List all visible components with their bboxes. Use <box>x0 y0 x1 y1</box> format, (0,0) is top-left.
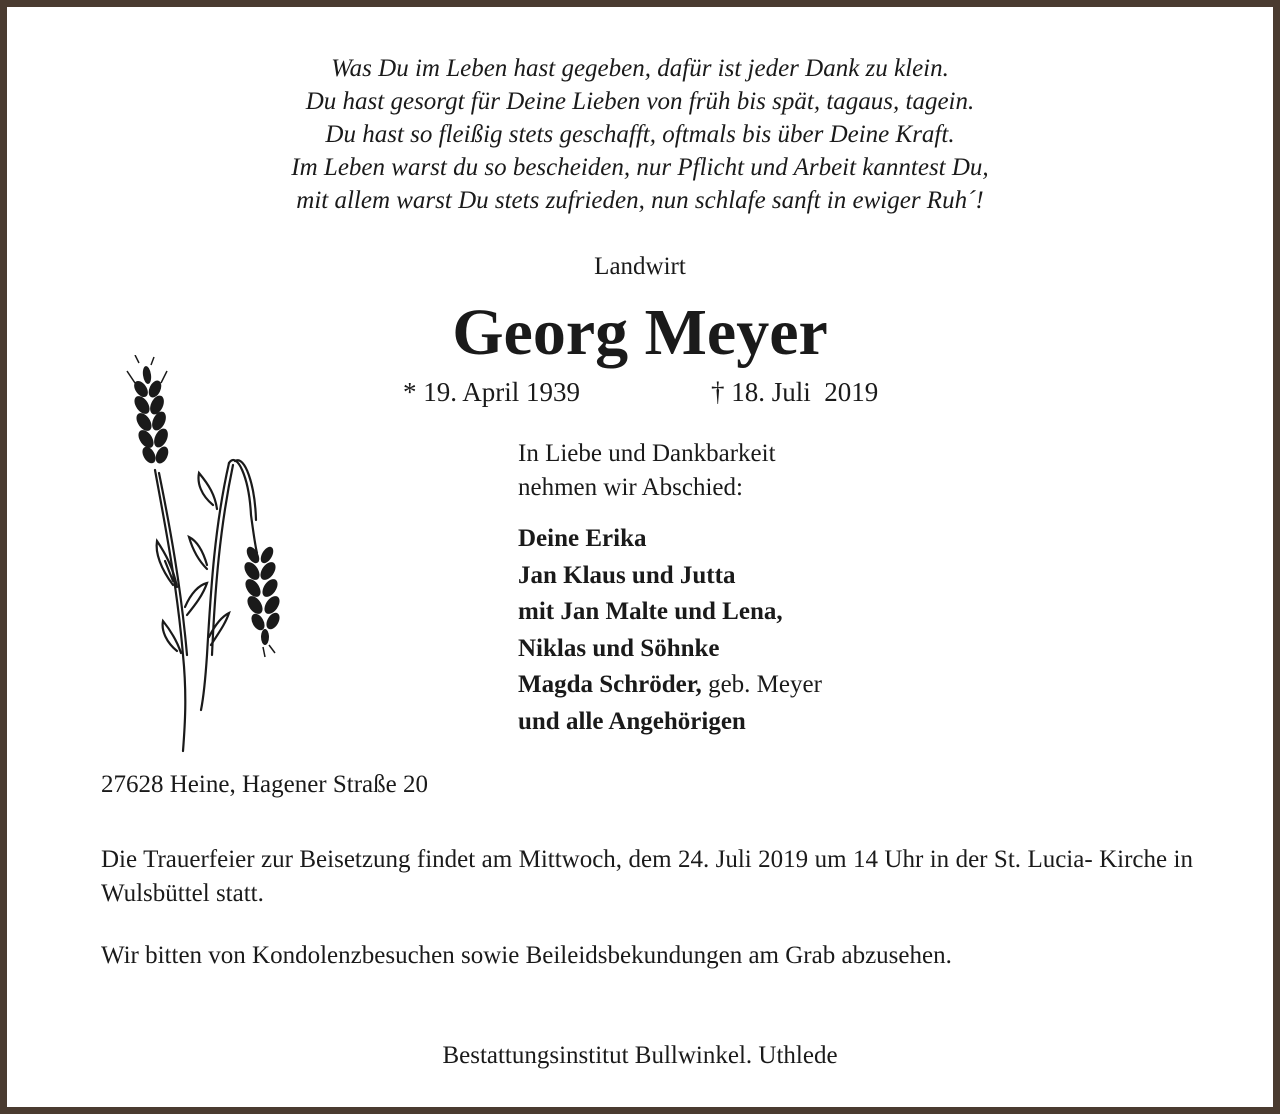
poem-line: Du hast so fleißig stets geschafft, oftmals bis über Deine Kraft. <box>325 121 955 148</box>
farewell-line: nehmen wir Abschied: <box>518 474 743 501</box>
birth-date: * 19. April 1939 <box>403 377 581 407</box>
mourner-name: Magda Schröder, <box>518 671 702 698</box>
mourner-line: und alle Angehörigen <box>518 707 746 735</box>
poem-line: Du hast gesorgt für Deine Lieben von früh bis spät, tagaus, tagein. <box>305 88 975 115</box>
funeral-service-info: Die Trauerfeier zur Beisetzung findet am Mittwoch, dem 24. Juli 2019 um 14 Uhr in der St. Lucia- Kirche in Wulsbüttel statt. <box>101 846 1193 907</box>
condolence-request: Wir bitten von Kondolenzbesuchen sowie Beileidsbekundungen am Grab abzusehen. <box>101 942 952 969</box>
poem-line: mit allem warst Du stets zufrieden, nun schlafe sanft in ewiger Ruh´! <box>296 187 984 214</box>
family-address: 27628 Heine, Hagener Straße 20 <box>101 771 428 798</box>
mourner-line: mit Jan Malte und Lena, <box>518 598 783 625</box>
poem-line: Was Du im Leben hast gegeben, dafür ist jeder Dank zu klein. <box>331 55 949 82</box>
maiden-name: geb. Meyer <box>701 671 822 698</box>
deceased-name: Georg Meyer <box>452 296 828 369</box>
death-date: † 18. Juli 2019 <box>711 377 879 407</box>
wheat-stalks-icon <box>117 355 307 755</box>
mourner-line <box>518 667 822 704</box>
mourners-list <box>518 521 822 740</box>
memorial-poem <box>7 52 1273 217</box>
farewell-line: In Liebe und Dankbarkeit <box>518 440 776 467</box>
mourner-line: Deine Erika <box>518 525 647 552</box>
deceased-occupation: Landwirt <box>594 253 686 280</box>
farewell-text <box>518 437 776 505</box>
funeral-home: Bestattungsinstitut Bullwinkel. Uthlede <box>442 1042 838 1069</box>
mourner-line: Jan Klaus und Jutta <box>518 561 736 589</box>
mourner-line: Niklas und Söhnke <box>518 634 720 662</box>
poem-line: Im Leben warst du so bescheiden, nur Pflicht und Arbeit kanntest Du, <box>291 154 989 181</box>
